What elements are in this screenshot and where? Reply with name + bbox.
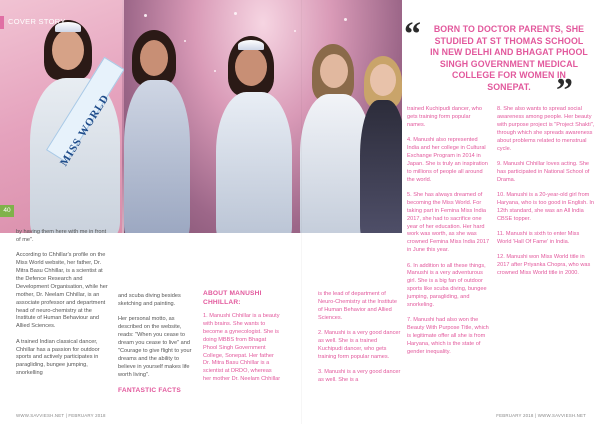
section-tag: COVER STORY [8,17,66,26]
sash-text: MISS WORLD [58,92,112,169]
paragraph: 6. In addition to all these things, Manushi is a very adventurous girl. She is a big fan of outdoor sports like scuba diving, bungee jumping, paragliding, and snorkeling. [407,262,487,309]
text-column-6 [497,106,595,285]
pull-quote-text: BORN TO DOCTOR PARENTS, SHE STUDIED AT ST THOMAS SCHOOL IN NEW DELHI AND BHAGAT PHOOL SINGH GOVERNMENT MEDICAL COLLEGE FOR WOMEN IN SONEPAT. [430,24,588,92]
paragraph: by having them here with me in front of me". [16,229,107,243]
paragraph: 7. Manushi had also won the Beauty With Purpose Title, which is legitimate offer all she is from Haryana, which is the state of gender inequality. [407,317,489,356]
section-tag-bar [0,16,4,29]
paragraph: 4. Manushi also represented India and her college in Cultural Exchange Program in 2014 in Japan. She is truly an inspiration to millions of people all around the world. [407,137,488,183]
open-quote-icon: “ [404,16,421,53]
portrait-photo [0,0,122,233]
paragraph: 9. Manushi Chhillar loves acting. She has participated in National School of Drama. [497,160,590,183]
text-column-5 [407,106,490,364]
paragraph: Her personal motto, as described on the website, reads: "When you cease to dream you cease to live" and "Courage to give flight to your dreams and the ability to believe in yourself makes life worth living". [118,316,192,378]
text-column-3 [203,290,313,392]
paragraph: is the lead of department of Neuro-Chemistry at the Institute of Human Behavior and Allied Sciences. [318,291,397,321]
paragraph: trained Kuchipudi dancer, who gets training form popular names. [407,106,482,128]
paragraph: 5. She has always dreamed of becoming the Miss World. For taking part in Femina Miss India 2017, she had to sacrifice one year of her education. Her hard work was worth, as she was crowned Femina Miss India 2017 in June this year. [407,191,490,254]
text-column-2 [118,293,196,395]
text-column-1 [16,229,112,386]
paragraph: 2. Manushi is a very good dancer as well. She is a trained Kuchipudi dancer, who gets training form popular names. [318,330,401,360]
paragraph: According to Chhillar's profile on the Miss World website, her father, Dr. Mitra Basu Chhillar, is a scientist at the Defence Research and Development Organisation, while her mother, Dr. Neelam Chhillar, is an associate professor and department head of neuro-chemistry at the Institute of Human Behaviour and Allied Sciences. [16,252,108,330]
footer-right: FEBRUARY 2018 | WWW.SAVVIESH.NET [496,413,586,418]
crowning-photo [124,0,402,233]
pull-quote [404,16,596,109]
paragraph: and scuba diving besides sketching and painting. [118,293,181,307]
paragraph: 12. Manushi won Miss World title in 2017 after Priyanka Chopra, who was crowned Miss World title in 2000. [497,254,591,276]
paragraph: 3. Manushi is a very good dancer as well. She is a [318,369,401,383]
close-quote-icon: ” [556,72,573,109]
footer-left: WWW.SAVVIESH.NET | FEBRUARY 2018 [16,413,106,418]
section-heading: FANTASTIC FACTS [118,386,181,394]
text-column-4 [318,291,402,392]
page-number: 40 [0,205,14,217]
cover-photo [0,0,402,233]
paragraph: 10. Manushi is a 20-year-old girl from Haryana, who is too good in English. In 12th standard, she was an All India CBSE topper. [497,191,595,222]
paragraph: 1. Manushi Chhillar is a beauty with brains. She wants to become a gynecologist. She is doing MBBS from Bhagat Phool Singh Government College, Sonepat. Her father Dr. Mitra Basu Chhillar is a scientist at DRDO, whereas her mother Dr. Neelam Chhillar [203,313,281,383]
paragraph: 11. Manushi is sixth to enter Miss World 'Hall Of Fame' in India. [497,230,580,245]
section-heading: ABOUT MANUSHI CHHILLAR: [203,290,262,306]
paragraph: A trained Indian classical dancer, Chhillar has a passion for outdoor sports and actively participates in paragliding, bungee jumping, snorkelling [16,338,100,377]
paragraph: 8. She also wants to spread social awareness among people. Her beauty with purpose project is "Project Shakti", through which she spreads awareness about problems related to menstrual cycle. [497,106,595,152]
